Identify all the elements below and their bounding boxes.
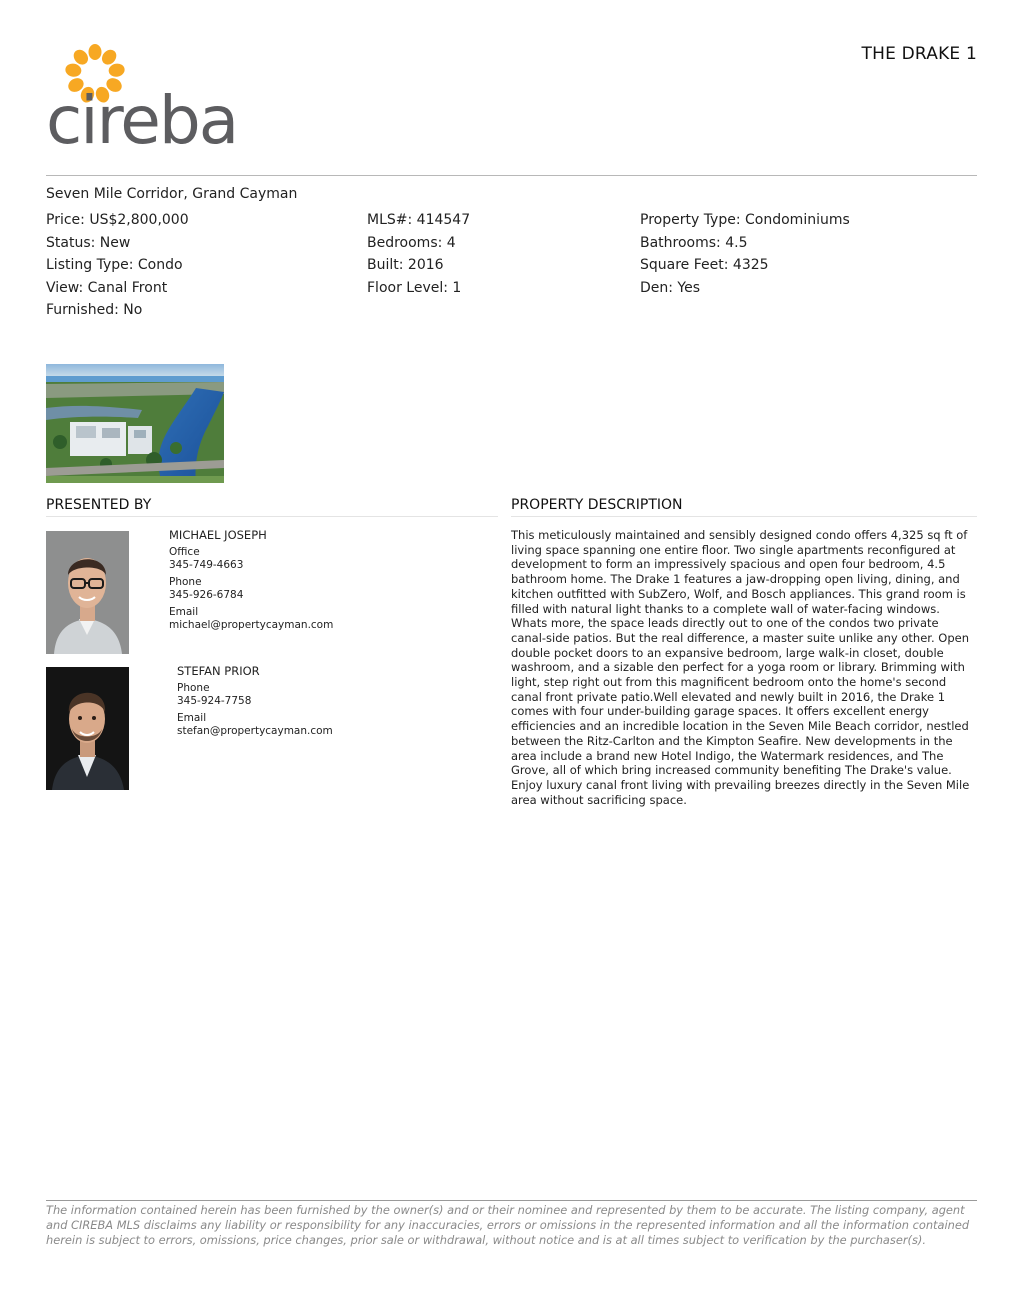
agent-photo-stefan xyxy=(46,667,129,790)
detail-property-type: Property Type: Condominiums xyxy=(640,212,850,228)
details-column-3 xyxy=(640,209,850,299)
listing-title: THE DRAKE 1 xyxy=(861,44,977,64)
phone-label: Phone xyxy=(169,576,202,588)
detail-status: Status: New xyxy=(46,234,131,251)
property-description-heading: PROPERTY DESCRIPTION xyxy=(511,497,683,513)
agent-name: MICHAEL JOSEPH xyxy=(169,528,267,542)
phone-label: Phone xyxy=(177,682,210,694)
property-photo[interactable] xyxy=(46,364,224,483)
phone-link[interactable]: 345-926-6784 xyxy=(169,589,244,601)
property-description-divider xyxy=(511,516,977,517)
details-column-2 xyxy=(367,209,470,299)
agent-card-michael xyxy=(169,529,333,632)
logo-wordmark: cireba xyxy=(46,82,238,159)
detail-bedrooms: Bedrooms: 4 xyxy=(367,234,456,251)
agent-name: STEFAN PRIOR xyxy=(177,664,260,678)
presented-by-divider xyxy=(46,516,498,517)
email-label: Email xyxy=(169,606,199,618)
email-link[interactable]: michael@propertycayman.com xyxy=(169,619,334,631)
phone-link[interactable]: 345-924-7758 xyxy=(177,695,252,707)
office-label: Office xyxy=(169,546,200,558)
detail-view: View: Canal Front xyxy=(46,279,168,296)
agent-photo-michael xyxy=(46,531,129,654)
email-link[interactable]: stefan@propertycayman.com xyxy=(177,725,333,737)
email-label: Email xyxy=(177,712,207,724)
detail-listing-type: Listing Type: Condo xyxy=(46,257,183,274)
detail-bathrooms: Bathrooms: 4.5 xyxy=(640,234,748,251)
detail-furnished: Furnished: No xyxy=(46,302,143,319)
detail-built: Built: 2016 xyxy=(367,257,444,274)
agent-card-stefan xyxy=(177,665,333,738)
listing-location: Seven Mile Corridor, Grand Cayman xyxy=(46,186,298,202)
header-divider xyxy=(46,175,977,176)
detail-price: Price: US$2,800,000 xyxy=(46,212,189,228)
property-description-text: This meticulously maintained and sensibly designed condo offers 4,325 sq ft of living space spanning one entire floor. Two single apartments reconfigured at development to form an impressively spacious and open four bedroom, 4.5 bathroom home. The Drake 1 features a jaw-dropping open living, dining, and kitchen outfitted with SubZero, Wolf, and Bosch appliances. This grand room is filled with natural light thanks to a complete wall of water-facing windows. Whats more, the space leads directly out to one of the condos two private canal-side patios. But the real difference, a master suite unlike any other. Open double pocket doors to an expansive bedroom, large walk-in closet, double washroom, and a sizable den perfect for a yoga room or library. Brimming with light, step right out from this magnificent bedroom onto the home's second canal front private patio.Well elevated and newly built in 2016, the Drake 1 comes with four under-building garage spaces. It offers excellent energy efficiencies and an incredible location in the Seven Mile Beach corridor, nestled between the Ritz-Carlton and the Kimpton Seafire. New developments in the area include a brand new Hotel Indigo, the Watermark residences, and The Grove, all of which bring increased community benefiting The Drake's value. Enjoy luxury canal front living with prevailing breezes directly in the Seven Mile area without sacrificing space. xyxy=(511,528,970,807)
disclaimer-text: The information contained herein has been furnished by the owner(s) and or their nominee and represented by them to be accurate. The listing company, agent and CIREBA MLS disclaims any liability or responsibility for any inaccuracies, errors or omissions in the represented information and all the information contained herein is subject to errors, omissions, price changes, prior sale or withdrawal, without notice and is at all times subject to verification by the purchaser(s). xyxy=(46,1203,970,1247)
detail-floor-level: Floor Level: 1 xyxy=(367,279,462,296)
details-column-1 xyxy=(46,209,189,322)
footer-divider xyxy=(46,1200,977,1201)
detail-den: Den: Yes xyxy=(640,279,701,296)
detail-square-feet: Square Feet: 4325 xyxy=(640,257,769,274)
detail-mls: MLS#: 414547 xyxy=(367,212,471,228)
presented-by-heading: PRESENTED BY xyxy=(46,497,152,513)
office-phone-link[interactable]: 345-749-4663 xyxy=(169,559,244,571)
cireba-logo xyxy=(46,44,276,166)
